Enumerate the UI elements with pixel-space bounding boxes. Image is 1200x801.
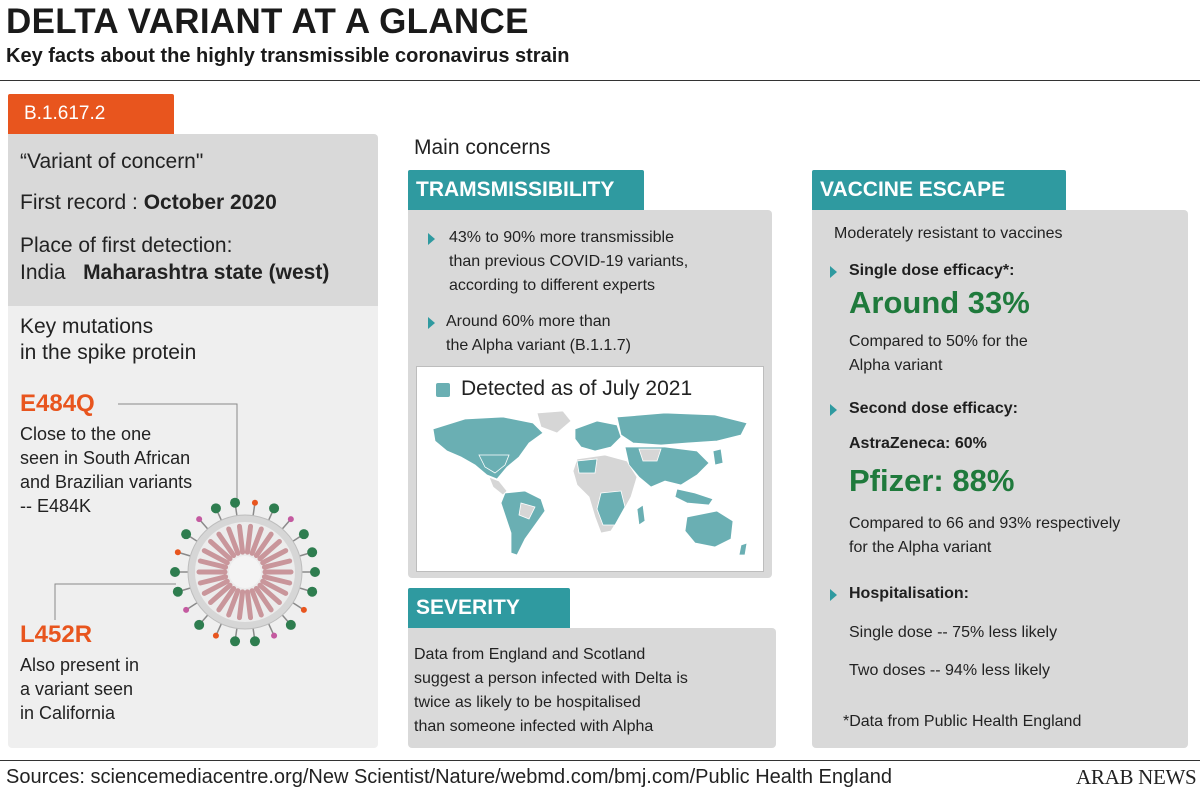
virus-spike-head (307, 587, 317, 597)
virus-rna-strand (247, 592, 250, 618)
hosp-single-dose: Single dose -- 75% less likely (849, 624, 1058, 641)
map-north-africa (577, 459, 597, 473)
vaccine-intro: Moderately resistant to vaccines (834, 225, 1063, 242)
virus-spike-head (173, 587, 183, 597)
virus-rna-strand (239, 526, 242, 552)
single-dose-label: Single dose efficacy*: (849, 262, 1015, 279)
bullet-icon (830, 588, 837, 606)
hosp-two-doses: Two doses -- 94% less likely (849, 662, 1050, 679)
map-southern-africa (597, 491, 625, 525)
map-australia (685, 511, 733, 547)
desc-line: -- E484K (20, 496, 92, 516)
world-map-box (416, 366, 764, 572)
map-legend-label: Detected as of July 2021 (461, 377, 693, 400)
severity-line: suggest a person infected with Delta is (414, 670, 688, 687)
virus-core (229, 556, 261, 588)
compare-line: for the Alpha variant (849, 539, 992, 556)
bullet-line: Around 60% more than (446, 313, 611, 330)
single-dose-compare (849, 330, 1028, 378)
virus-icon (170, 498, 320, 647)
page-subtitle: Key facts about the highly transmissible coronavirus strain (6, 45, 570, 67)
transmissibility-bullet-1 (449, 226, 688, 298)
single-dose-value: Around 33% (849, 285, 1030, 320)
virus-spike-head (286, 620, 296, 630)
place-label: Place of first detection: (20, 234, 233, 257)
map-southeast-asia (675, 489, 713, 505)
virus-spike-head (288, 516, 294, 522)
severity-text (414, 643, 688, 739)
virus-spike-head (252, 500, 258, 506)
footnote: *Data from Public Health England (843, 713, 1082, 730)
bullet-line: according to different experts (449, 277, 656, 294)
header-divider (0, 80, 1200, 81)
second-dose-compare (849, 512, 1120, 560)
place-state: Maharashtra state (west) (83, 261, 330, 284)
vaccine-escape-tab: VACCINE ESCAPE (812, 170, 1066, 210)
place-country: India (20, 261, 66, 284)
bullet-line: than previous COVID-19 variants, (449, 253, 689, 270)
desc-line: seen in South African (20, 448, 191, 468)
first-record-value: October 2020 (143, 191, 277, 214)
pfizer-value: Pfizer: 88% (849, 463, 1015, 498)
bullet-icon (830, 403, 837, 421)
legend-swatch (436, 383, 450, 397)
severity-tab: SEVERITY (408, 588, 570, 628)
mutation-name-l452r: L452R (20, 621, 93, 648)
mutations-heading-line1: Key mutations (20, 315, 154, 338)
sources-line: Sources: sciencemediacentre.org/New Scientist/Nature/webmd.com/bmj.com/Public Health England (6, 766, 892, 788)
map-madagascar (637, 505, 645, 525)
virus-rna-strand (247, 526, 250, 552)
virus-spike-head (301, 607, 307, 613)
place-value (20, 261, 329, 285)
mutations-heading-line2: in the spike protein (20, 341, 197, 364)
virus-rna-strand (239, 592, 242, 618)
severity-line: Data from England and Scotland (414, 646, 646, 663)
leader-line-e484q (118, 404, 237, 501)
main-concerns-heading: Main concerns (414, 136, 551, 159)
virus-spike-head (194, 620, 204, 630)
compare-line: Compared to 66 and 93% respectively (849, 515, 1121, 532)
desc-line: in California (20, 703, 116, 723)
footer-divider (0, 760, 1200, 761)
bullet-icon (830, 265, 837, 283)
virus-spike-head (196, 516, 202, 522)
virus-spike-head (175, 549, 181, 555)
map-central-asia (639, 449, 661, 461)
mutation-name-e484q: E484Q (20, 390, 95, 417)
map-greenland (537, 411, 571, 433)
virus-illustration (8, 396, 378, 666)
astrazeneca-value: AstraZeneca: 60% (849, 435, 987, 452)
virus-spike-head (213, 633, 219, 639)
bullet-icon (428, 316, 435, 334)
variant-of-concern-label: “Variant of concern" (20, 150, 204, 173)
bullet-line: 43% to 90% more transmissible (449, 229, 674, 246)
desc-line: Also present in (20, 655, 140, 675)
second-dose-label: Second dose efficacy: (849, 400, 1018, 417)
first-record (20, 191, 277, 215)
map-south-america (501, 491, 545, 555)
compare-line: Alpha variant (849, 357, 943, 374)
world-map (425, 407, 755, 565)
transmissibility-bullet-2 (446, 310, 631, 358)
desc-line: a variant seen (20, 679, 134, 699)
virus-spike-head (183, 607, 189, 613)
first-record-label: First record : (20, 191, 144, 214)
severity-line: twice as likely to be hospitalised (414, 694, 641, 711)
map-russia (617, 413, 747, 445)
virus-spike-head (170, 567, 180, 577)
virus-spike-head (230, 636, 240, 646)
virus-spike-head (181, 529, 191, 539)
virus-spike-head (310, 567, 320, 577)
virus-spike-head (307, 547, 317, 557)
compare-line: Compared to 50% for the (849, 333, 1028, 350)
desc-line: and Brazilian variants (20, 472, 193, 492)
virus-spike-head (269, 503, 279, 513)
map-central-america (489, 477, 507, 495)
page-title: DELTA VARIANT AT A GLANCE (6, 2, 529, 41)
map-new-zealand (739, 543, 747, 555)
virus-spike-head (250, 636, 260, 646)
desc-line: Close to the one (20, 424, 152, 444)
leader-line-l452r (55, 584, 176, 620)
virus-spike-head (230, 498, 240, 508)
bullet-line: the Alpha variant (B.1.1.7) (446, 337, 631, 354)
virus-spike-head (299, 529, 309, 539)
virus-spike-head (271, 633, 277, 639)
transmissibility-tab: TRAMSMISSIBILITY (408, 170, 644, 210)
map-japan (713, 449, 723, 465)
map-europe (575, 421, 621, 451)
virus-spike-head (211, 503, 221, 513)
map-north-america (433, 417, 543, 479)
arab-news-logo: ARAB NEWS (1076, 765, 1197, 789)
variant-code-tab: B.1.617.2 (8, 94, 174, 134)
map-asia (625, 447, 709, 487)
bullet-icon (428, 232, 435, 250)
hospitalisation-label: Hospitalisation: (849, 585, 970, 602)
severity-line: than someone infected with Alpha (414, 718, 654, 735)
